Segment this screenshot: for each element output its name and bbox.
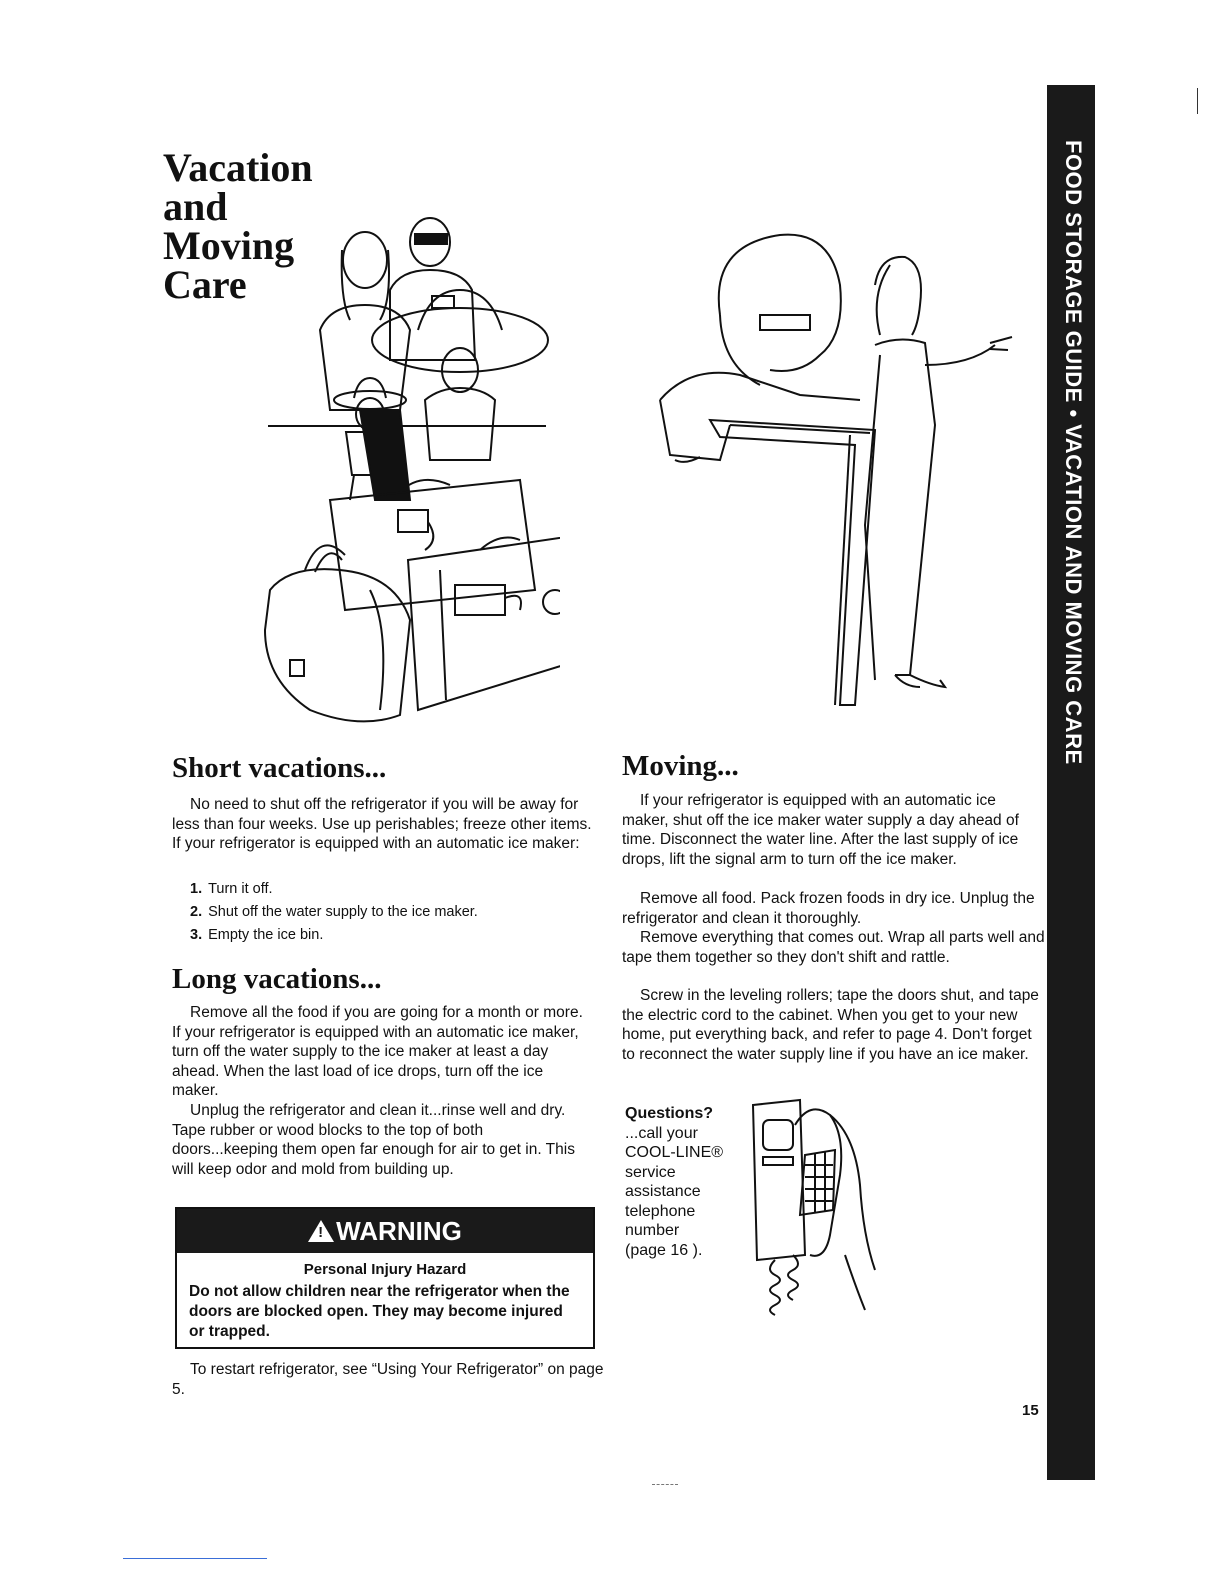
moving-paragraph: Remove everything that comes out. Wrap all parts well and tape them together so they don't shift and rattle. bbox=[622, 929, 1045, 966]
long-vacations-heading: Long vacations... bbox=[172, 963, 382, 995]
long-vacations-paragraph: Unplug the refrigerator and clean it...rinse well and dry. Tape rubber or wood blocks to the top of both doors...keeping them open far enough for air to get in. This will keep odor and mold from building up. bbox=[172, 1102, 575, 1178]
moving-paragraph: If your refrigerator is equipped with an automatic ice maker, shut off the ice maker water supply a day ahead of time. Disconnect the water line. After the last supply of ice drops, lift the signal arm to turn off the ice maker. bbox=[622, 792, 1019, 868]
section-tab-label: FOOD STORAGE GUIDE • VACATION AND MOVING CARE bbox=[1061, 140, 1086, 765]
questions-line: assistance bbox=[625, 1183, 701, 1200]
questions-line: COOL-LINE® bbox=[625, 1144, 724, 1161]
short-vacations-steps bbox=[190, 878, 478, 947]
title-line: Vacation bbox=[163, 145, 313, 190]
warning-triangle-icon bbox=[308, 1220, 334, 1242]
warning-label: WARNING bbox=[336, 1215, 462, 1246]
questions-callout bbox=[625, 1104, 745, 1260]
edge-mark bbox=[1197, 88, 1198, 114]
restart-note: To restart refrigerator, see “Using Your Refrigerator” on page 5. bbox=[172, 1361, 604, 1398]
questions-line: telephone bbox=[625, 1202, 696, 1220]
moving-heading: Moving... bbox=[622, 750, 739, 782]
questions-line: service bbox=[625, 1163, 676, 1181]
divider bbox=[123, 1558, 267, 1559]
page-number: 15 bbox=[1022, 1402, 1039, 1419]
questions-title: Questions? bbox=[625, 1105, 714, 1122]
warning-box bbox=[175, 1207, 595, 1349]
list-item: 3. Empty the ice bin. bbox=[190, 927, 324, 943]
divider bbox=[652, 1484, 678, 1485]
list-item: 1. Turn it off. bbox=[190, 881, 273, 897]
questions-line: number bbox=[625, 1222, 680, 1239]
title-line: and bbox=[163, 184, 228, 229]
questions-line: (page 16 ). bbox=[625, 1241, 703, 1259]
warning-subtitle: Personal Injury Hazard bbox=[303, 1261, 467, 1278]
questions-line: ...call your bbox=[625, 1124, 698, 1142]
title-line: Moving bbox=[163, 223, 295, 268]
moving-paragraph: Remove all food. Pack frozen foods in dry ice. Unplug the refrigerator and clean it thoroughly. bbox=[622, 890, 1035, 927]
moving-paragraph: Screw in the leveling rollers; tape the doors shut, and tape the electric cord to the cabinet. When you get to your new home, put everything back, and refer to page 4. Don't forget to reconnect the water supply line if you have an ice maker. bbox=[622, 987, 1039, 1063]
title-line: Care bbox=[163, 262, 247, 307]
moving-couple-illustration bbox=[650, 225, 1020, 715]
short-vacations-intro: No need to shut off the refrigerator if you will be away for less than four weeks. Use up perishables; freeze other items. If your refrigerator is equipped with an automatic ice maker: bbox=[172, 796, 592, 852]
long-vacations-paragraph: Remove all the food if you are going for a month or more. If your refrigerator is equipped with an automatic ice maker, turn off the water supply to the ice maker at least a day ahead. When the last load of ice drops, turn off the ice maker. bbox=[172, 1004, 583, 1099]
list-item: 2. Shut off the water supply to the ice maker. bbox=[190, 904, 478, 920]
short-vacations-heading: Short vacations... bbox=[172, 752, 387, 784]
warning-header bbox=[177, 1209, 593, 1253]
family-luggage-illustration bbox=[250, 210, 560, 740]
warning-body: Do not allow children near the refrigerator when the doors are blocked open. They may become injured or trapped. bbox=[189, 1283, 570, 1340]
telephone-icon bbox=[745, 1095, 885, 1320]
